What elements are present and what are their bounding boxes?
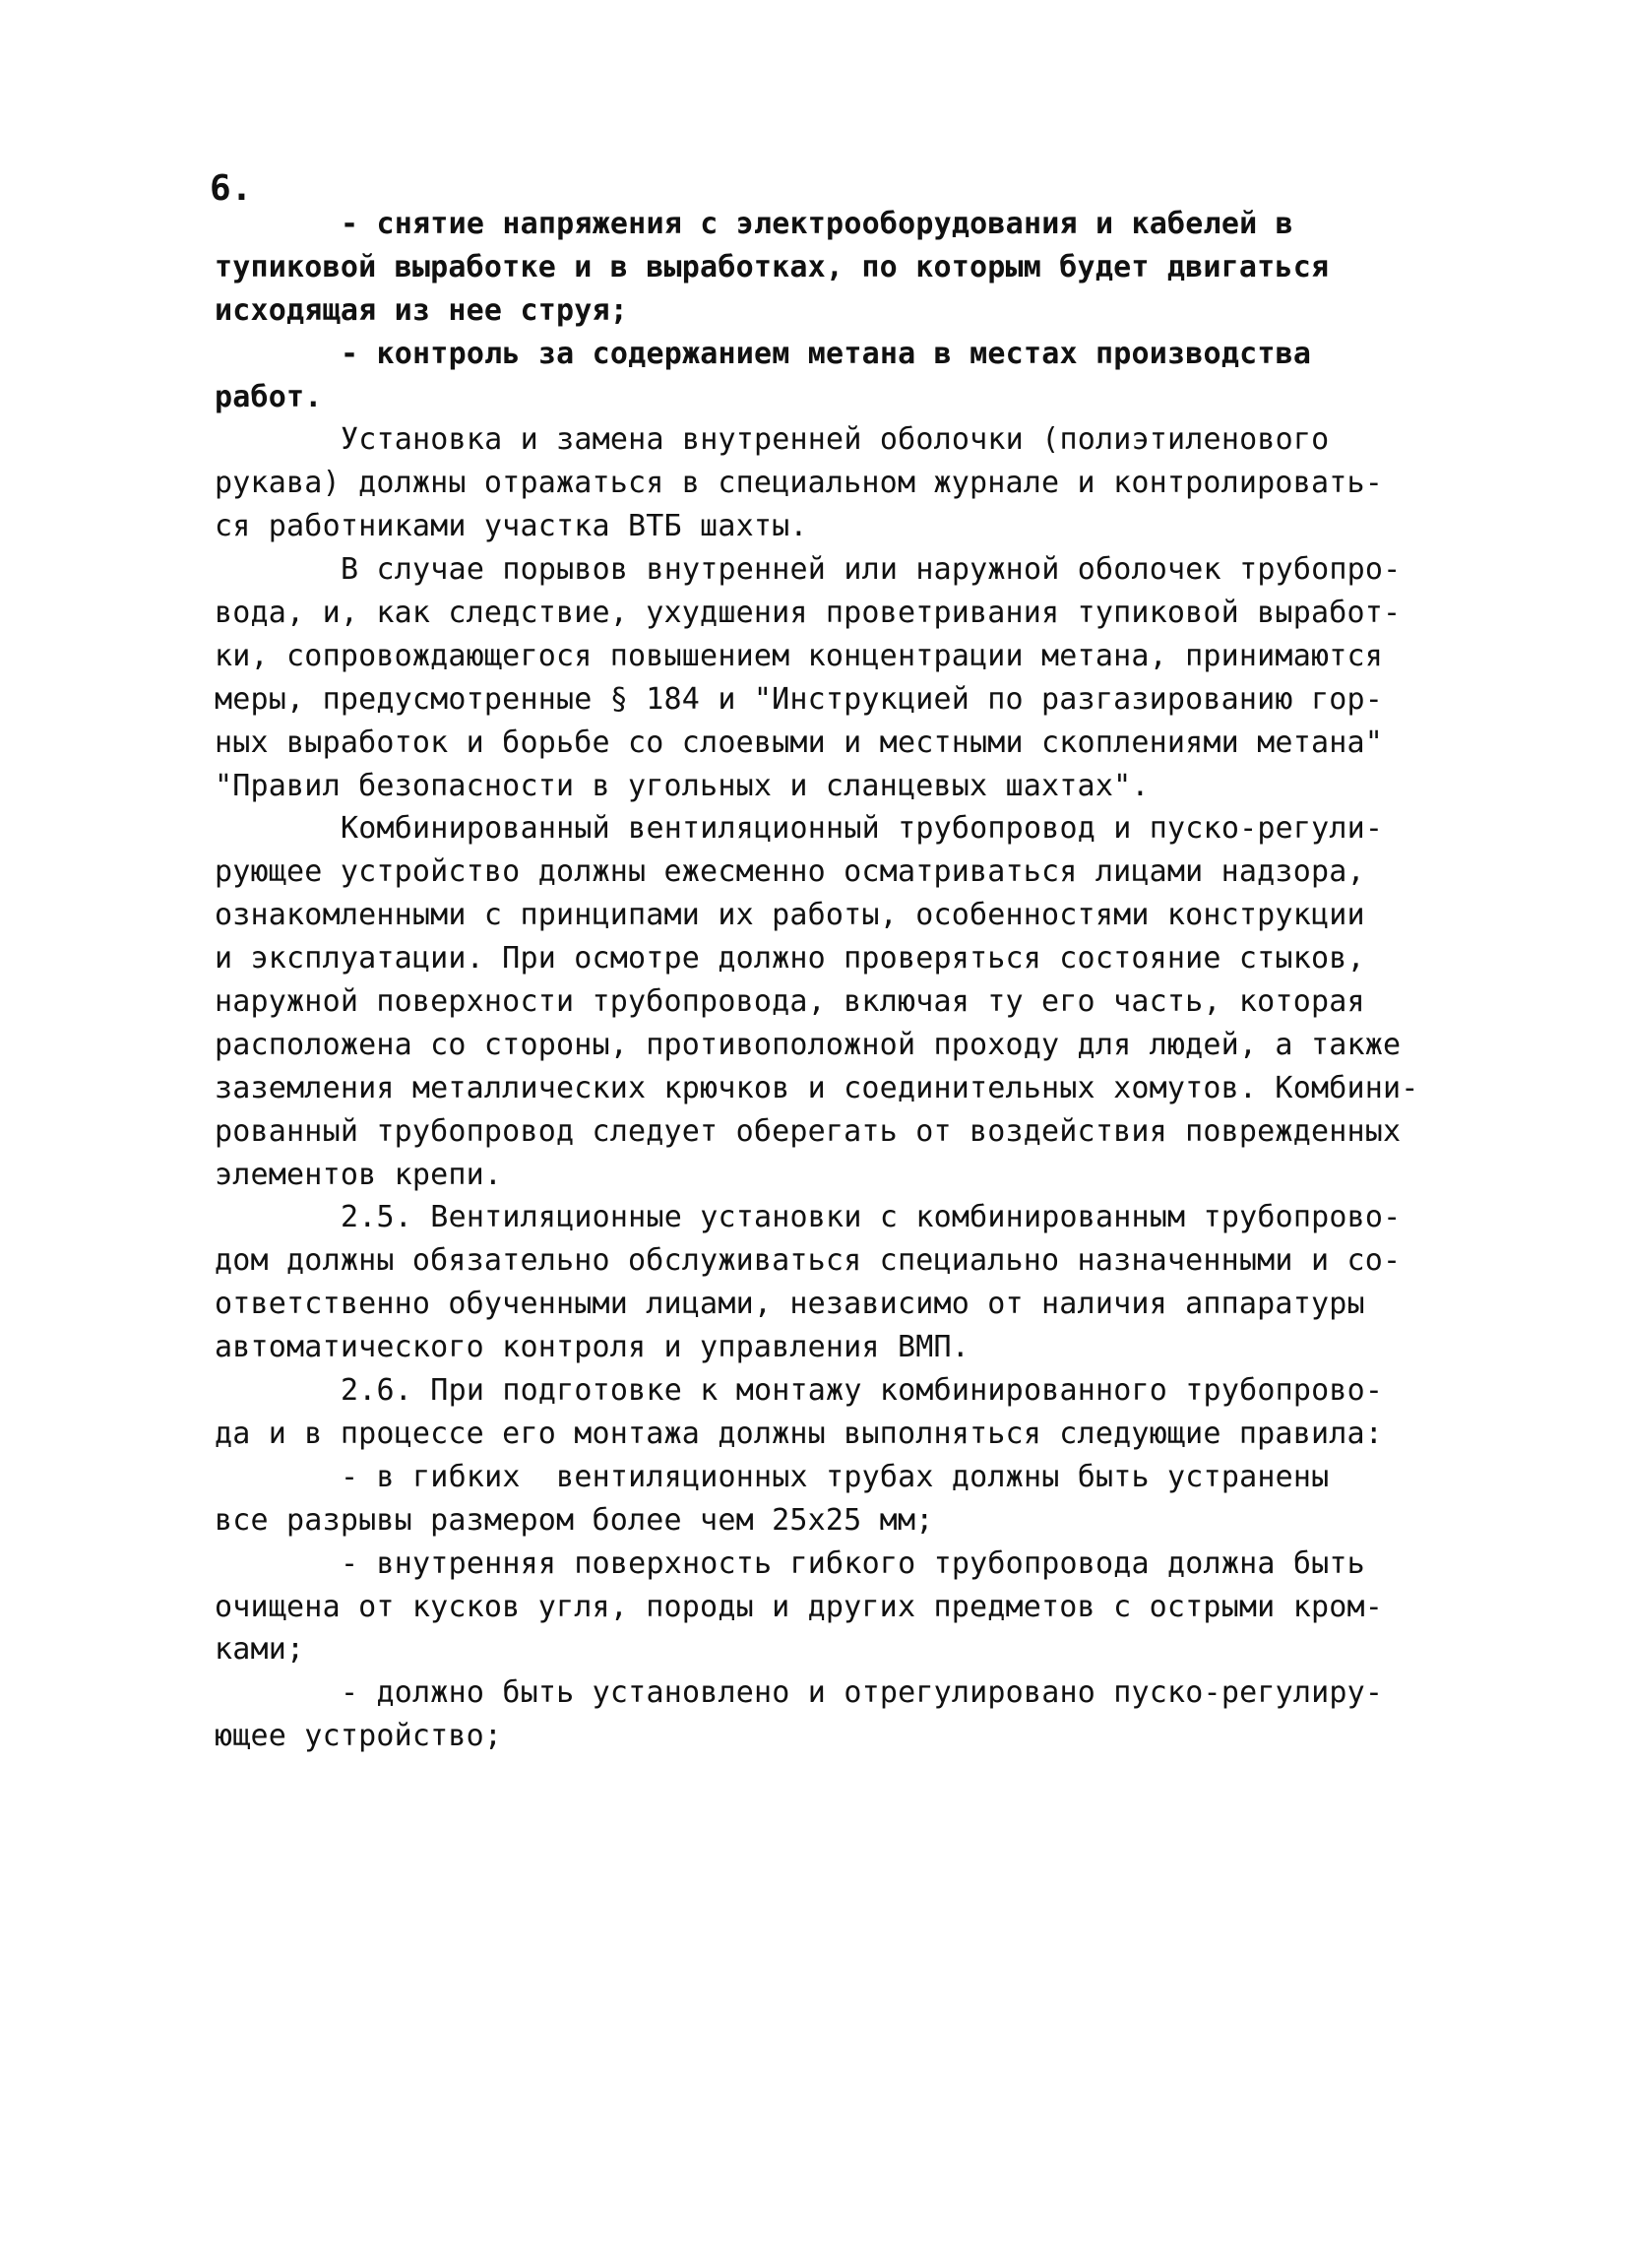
text-line: - снятие напряжения с электрооборудования и кабелей в <box>341 207 1293 241</box>
text-line: наружной поверхности трубопровода, включая ту его часть, которая <box>215 984 1365 1020</box>
text-line: - в гибких вентиляционных трубах должны быть устранены <box>341 1459 1330 1494</box>
text-line: автоматического контроля и управления ВМП. <box>215 1330 970 1365</box>
text-line: - контроль за содержанием метана в местах производства <box>341 336 1312 371</box>
text-line: ответственно обученными лицами, независимо от наличия аппаратуры <box>215 1287 1365 1322</box>
text-line: заземления металлических крючков и соединительных хомутов. Комбини- <box>215 1070 1419 1105</box>
body-text <box>215 203 1425 1758</box>
text-line: элементов крепи. <box>215 1157 503 1192</box>
text-line: и эксплуатации. При осмотре должно проверяться состояние стыков, <box>215 941 1365 976</box>
text-line: ся работниками участка ВТБ шахты. <box>215 509 808 544</box>
text-line: - должно быть установлено и отрегулировано пуско-регулиру- <box>341 1675 1384 1711</box>
text-line: дом должны обязательно обслуживаться специально назначенными и со- <box>215 1243 1402 1279</box>
text-line: ками; <box>215 1632 305 1668</box>
text-line: ознакомленными с принципами их работы, особенностями конструкции <box>215 898 1365 933</box>
text-line: рукава) должны отражаться в специальном журнале и контролировать- <box>215 466 1383 501</box>
text-line: исходящая из нее струя; <box>215 292 629 328</box>
text-line: - внутренняя поверхность гибкого трубопровода должна быть <box>341 1545 1365 1581</box>
text-line: работ. <box>215 379 323 414</box>
text-line: ных выработок и борьбе со слоевыми и местными скоплениями метана" <box>215 724 1383 760</box>
text-line: ки, сопровождающегося повышением концентрации метана, принимаются <box>215 638 1383 673</box>
text-line: 2.6. При подготовке к монтажу комбинированного трубопрово- <box>341 1373 1384 1409</box>
text-line: тупиковой выработке и в выработках, по которым будет двигаться <box>215 249 1330 284</box>
text-line: все разрывы размером более чем 25х25 мм; <box>215 1502 934 1538</box>
text-line: расположена со стороны, противоположной проходу для людей, а также <box>215 1027 1402 1062</box>
page-number: 6. <box>210 168 253 209</box>
text-line: 2.5. Вентиляционные установки с комбинированным трубопрово- <box>341 1200 1402 1235</box>
text-line: меры, предусмотренные § 184 и "Инструкцией по разгазированию гор- <box>215 681 1383 717</box>
text-line: Комбинированный вентиляционный трубопровод и пуско-регули- <box>341 811 1384 847</box>
text-line: Установка и замена внутренней оболочки (полиэтиленового <box>341 422 1330 458</box>
text-line: ющее устройство; <box>215 1719 503 1754</box>
text-line: очищена от кусков угля, породы и других предметов с острыми кром- <box>215 1589 1383 1624</box>
text-line: "Правил безопасности в угольных и сланцевых шахтах". <box>215 768 1150 803</box>
text-line: да и в процессе его монтажа должны выполняться следующие правила: <box>215 1416 1383 1451</box>
text-line: В случае порывов внутренней или наружной оболочек трубопро- <box>341 552 1402 588</box>
text-line: вода, и, как следствие, ухудшения проветривания тупиковой выработ- <box>215 596 1402 631</box>
text-line: рующее устройство должны ежесменно осматриваться лицами надзора, <box>215 854 1365 890</box>
text-line: рованный трубопровод следует оберегать от воздействия поврежденных <box>215 1113 1402 1149</box>
